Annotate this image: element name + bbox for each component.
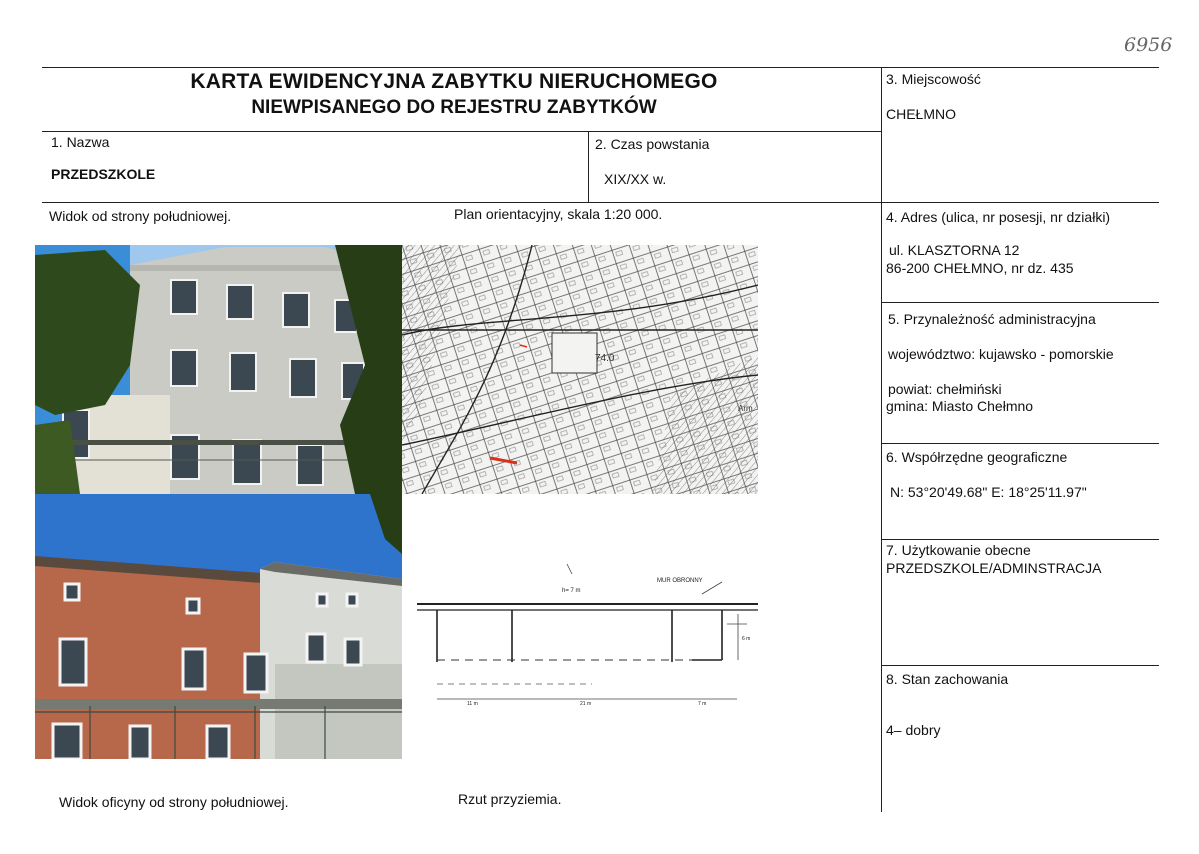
admin-county: powiat: chełmiński xyxy=(888,381,1002,397)
divider-4-5 xyxy=(881,302,1159,303)
place-label: 3. Miejscowość xyxy=(886,71,981,87)
admin-commune: gmina: Miasto Chełmno xyxy=(886,398,1034,414)
card-subtitle: NIEWPISANEGO DO REJESTRU ZABYTKÓW xyxy=(251,97,657,118)
plan-dim-7: 7 m xyxy=(698,701,707,707)
date-label: 2. Czas powstania xyxy=(595,136,710,152)
coords-label: 6. Współrzędne geograficzne xyxy=(886,449,1068,465)
place-value: CHEŁMNO xyxy=(886,106,957,122)
divider-7-8 xyxy=(881,665,1159,666)
name-value: PRZEDSZKOLE xyxy=(51,166,156,182)
date-value: XIX/XX w. xyxy=(604,171,667,187)
plan-wall-label: MUR OBRONNY xyxy=(657,578,703,584)
right-column-border xyxy=(881,67,882,812)
divider-6-7 xyxy=(881,539,1159,540)
caption-annex-view: Widok oficyny od strony południowej. xyxy=(59,794,289,810)
address-label: 4. Adres (ulica, nr posesji, nr działki) xyxy=(886,209,1111,225)
title-bottom-border xyxy=(42,131,882,132)
caption-plan-map: Plan orientacyjny, skala 1:20 000. xyxy=(454,206,663,222)
photo-annex-view xyxy=(35,494,402,759)
plan-dim-11: 11 m xyxy=(467,701,478,707)
usage-label: 7. Użytkowanie obecne xyxy=(886,542,1031,558)
map-label-arm: Arm xyxy=(738,404,753,413)
divider-5-6 xyxy=(881,443,1159,444)
archive-number: 6956 xyxy=(1124,34,1173,56)
map-label-740: 74.0 xyxy=(595,353,615,364)
admin-voivodeship: województwo: kujawsko - pomorskie xyxy=(888,346,1114,362)
section-divider-main xyxy=(42,202,1159,203)
plan-height-label: h= 7 m xyxy=(562,588,581,594)
photo-south-facade xyxy=(35,245,402,494)
plan-dim-21: 21 m xyxy=(580,701,592,707)
card-title: KARTA EWIDENCYJNA ZABYTKU NIERUCHOMEGO xyxy=(190,70,718,93)
condition-value: 4– dobry xyxy=(886,722,941,738)
admin-label: 5. Przynależność administracyjna xyxy=(888,311,1096,327)
orientation-map xyxy=(402,245,758,494)
condition-label: 8. Stan zachowania xyxy=(886,671,1009,687)
top-border xyxy=(42,67,1159,68)
address-line2: 86-200 CHEŁMNO, nr dz. 435 xyxy=(886,260,1074,276)
date-cell-border xyxy=(588,131,589,203)
plan-dim-side: 6 m xyxy=(742,636,751,642)
coords-value: N: 53°20'49.68" E: 18°25'11.97" xyxy=(890,484,1087,500)
name-label: 1. Nazwa xyxy=(51,134,110,150)
usage-value: PRZEDSZKOLE/ADMINSTRACJA xyxy=(886,560,1102,576)
floor-plan xyxy=(402,494,758,759)
caption-south-view: Widok od strony południowej. xyxy=(49,208,232,224)
caption-ground-floor: Rzut przyziemia. xyxy=(458,791,562,807)
address-line1: ul. KLASZTORNA 12 xyxy=(889,242,1020,258)
